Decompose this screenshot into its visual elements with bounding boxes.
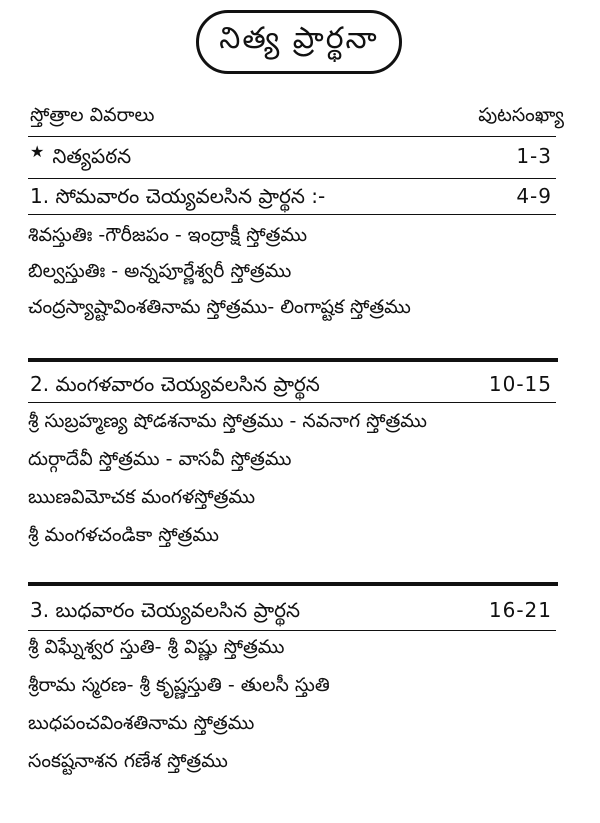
list-item: ఋణవిమోచక మంగళస్తోత్రము: [28, 486, 256, 508]
list-item: శ్రీ విఘ్నేశ్వర స్తుతి- శ్రీ విష్ణు స్తోత్రము: [28, 636, 285, 658]
section-pages: 16-21: [488, 598, 552, 622]
list-item: బిల్వస్తుతిః - అన్నపూర్ణేశ్వరీ స్తోత్రము: [28, 260, 292, 282]
section-title: 1. సోమవారం చెయ్యవలసిన ప్రార్థన :-: [30, 184, 326, 208]
page-title: నిత్య ప్రార్థనా: [196, 10, 402, 74]
divider: [28, 136, 556, 137]
list-item: దుర్గాదేవీ స్తోత్రము - వాసవీ స్తోత్రము: [28, 448, 292, 470]
intro-label: నిత్యపఠన: [52, 144, 132, 168]
list-item: శ్రీ మంగళచండికా స్తోత్రము: [28, 524, 220, 546]
section-divider: [28, 582, 558, 586]
star-icon: ★: [30, 142, 45, 161]
list-item: శ్రీరామ స్మరణ- శ్రీ కృష్ణస్తుతి - తులసీ స్తుతి: [28, 674, 330, 696]
section-pages: 10-15: [488, 372, 552, 396]
divider: [28, 178, 556, 179]
intro-pages: 1-3: [516, 144, 552, 168]
divider: [28, 402, 556, 403]
toc-entry-intro: [30, 144, 552, 173]
list-item: సంకష్టనాశన గణేశ స్తోత్రము: [28, 750, 228, 772]
section-title: 2. మంగళవారం చెయ్యవలసిన ప్రార్థన: [30, 372, 320, 396]
list-item: బుధపంచవింశతినామ స్తోత్రము: [28, 712, 255, 734]
section-pages: 4-9: [516, 184, 552, 208]
section-heading-2: [30, 372, 552, 401]
section-divider: [28, 358, 558, 362]
column-header-page-number: పుటసంఖ్యా: [478, 104, 564, 126]
section-heading-1: [30, 184, 552, 213]
column-header-contents: స్తోత్రాల వివరాలు: [30, 104, 155, 126]
intro-label-wrap: [30, 144, 131, 173]
list-item: చంద్రస్యాష్టావింశతినామ స్తోత్రము- లింగాష్టక స్తోత్రము: [28, 296, 411, 318]
section-title: 3. బుధవారం చెయ్యవలసిన ప్రార్థన: [30, 598, 301, 622]
section-heading-3: [30, 598, 552, 627]
divider: [28, 214, 556, 215]
list-item: శివస్తుతిః -గౌరీజపం - ఇంద్రాక్షీ స్తోత్రము: [28, 224, 308, 246]
divider: [28, 630, 556, 631]
list-item: శ్రీ సుబ్రహ్మణ్య షోడశనామ స్తోత్రము - నవనాగ స్తోత్రము: [28, 410, 427, 432]
